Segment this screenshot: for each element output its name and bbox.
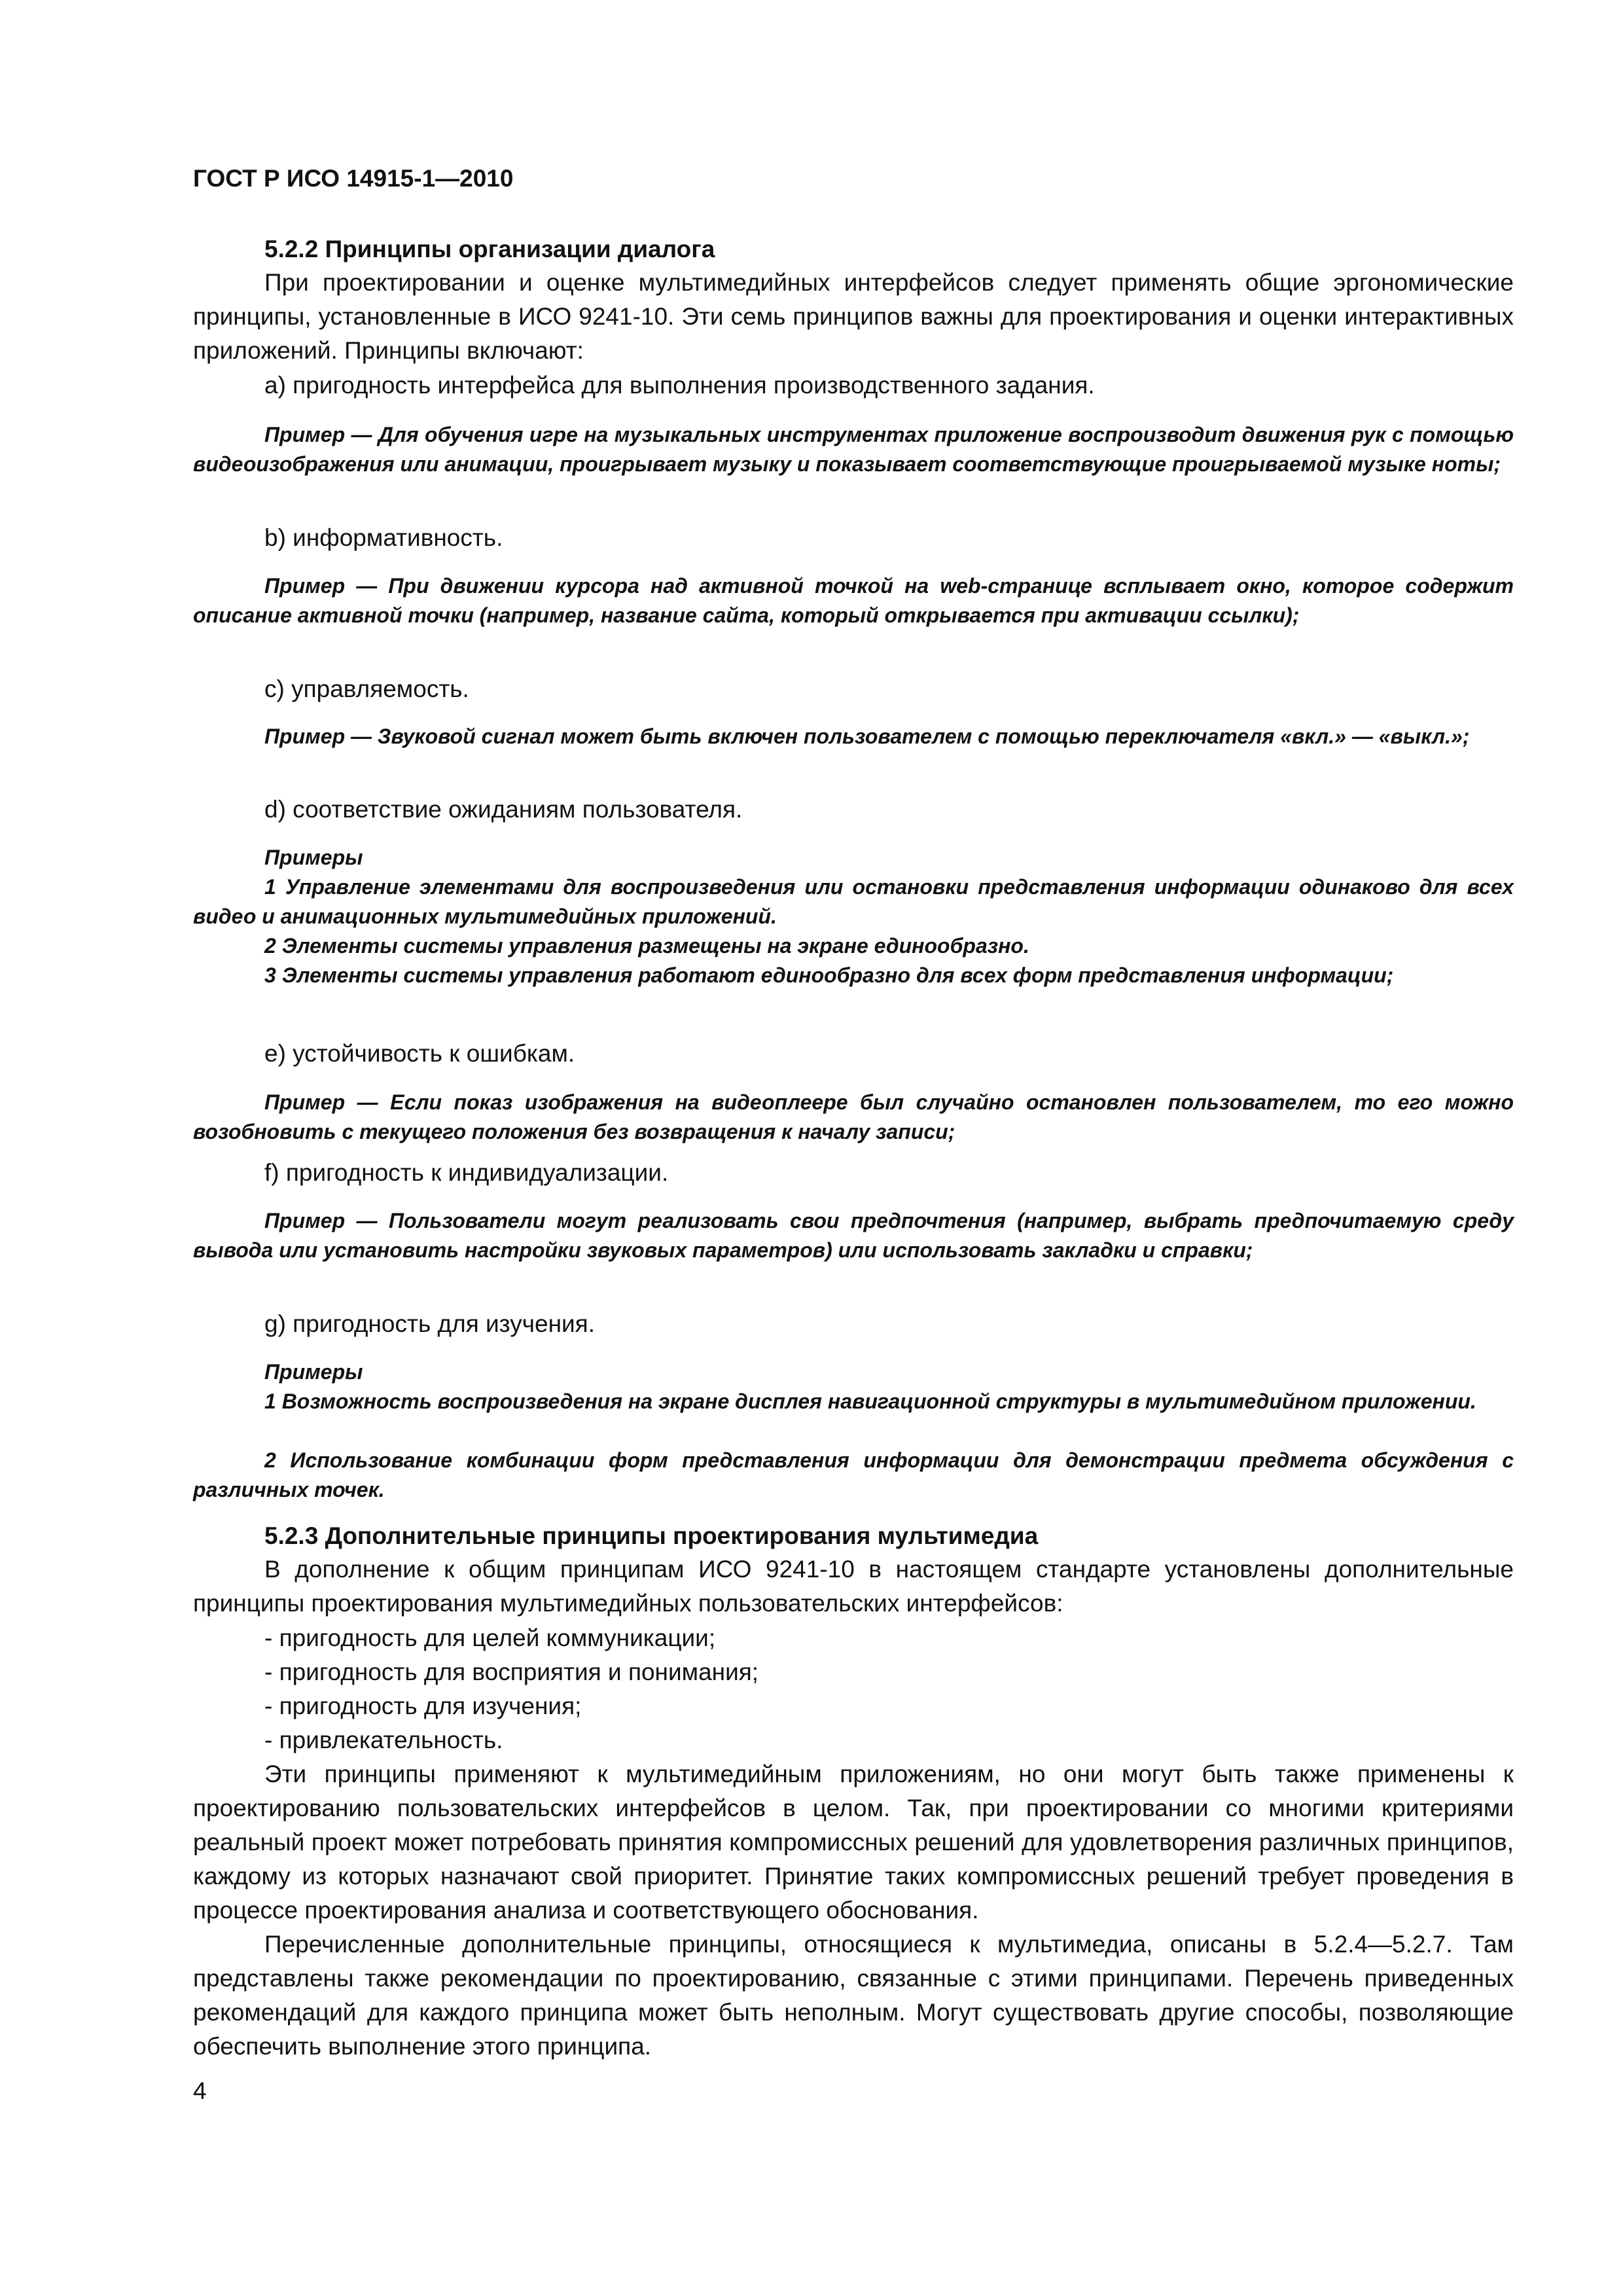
list-item: - пригодность для восприятия и понимания; [264, 1659, 759, 1685]
principle-item-d: d) соответствие ожиданиям пользователя. [264, 796, 743, 823]
list-item: - пригодность для изучения; [264, 1693, 582, 1719]
example-note-g-2: 2 Использование комбинации форм представления информации для демонстрации предмета обсуждения с различных точек. [193, 1448, 1514, 1501]
examples-title-g: Примеры [264, 1360, 363, 1384]
example-note-a: Пример — Для обучения игре на музыкальных инструментах приложение воспроизводит движения рук с помощью видеоизображения или анимации, проигрывает музыку и показывает соответствующие проигрываемой музыке ноты; [193, 423, 1514, 476]
example-note-d-3: 3 Элементы системы управления работают единообразно для всех форм представления информации; [264, 963, 1394, 987]
page-number: 4 [193, 2077, 207, 2104]
example-note-f: Пример — Пользователи могут реализовать свои предпочтения (например, выбрать предпочитаемую среду вывода или установить настройки звуковых параметров) или использовать закладки и справки; [193, 1209, 1514, 1262]
section-heading-5-2-2: 5.2.2 Принципы организации диалога [264, 236, 715, 262]
section-heading-5-2-3: 5.2.3 Дополнительные принципы проектирования мультимедиа [264, 1522, 1039, 1549]
example-note-g-1: 1 Возможность воспроизведения на экране дисплея навигационной структуры в мультимедийном приложении. [264, 1390, 1476, 1413]
section-intro-paragraph-5-2-3: В дополнение к общим принципам ИСО 9241-10 в настоящем стандарте установлены дополнительные принципы проектирования мультимедийных пользовательских интерфейсов: [193, 1556, 1514, 1617]
principle-item-c: c) управляемость. [264, 675, 469, 702]
example-note-d-2: 2 Элементы системы управления размещены на экране единообразно. [264, 934, 1029, 958]
example-note-b: Пример — При движении курсора над активной точкой на web-странице всплывает окно, которое содержит описание активной точки (например, название сайта, который открывается при активации ссылки); [193, 574, 1514, 627]
principle-item-a: a) пригодность интерфейса для выполнения производственного задания. [264, 372, 1095, 399]
examples-title-d: Примеры [264, 846, 363, 869]
body-paragraph-1: Эти принципы применяют к мультимедийным приложениям, но они могут быть также применены к проектированию пользовательских интерфейсов в целом. Так, при проектировании со многими критериями реальный проект может потребовать принятия компромиссных решений для удовлетворения различных принципов, каждому из которых назначают свой приоритет. Принятие таких компромиссных решений требует проведения в процессе проектирования анализа и соответствующего обоснования. [193, 1761, 1514, 1924]
principle-item-b: b) информативность. [264, 524, 503, 551]
example-note-c: Пример — Звуковой сигнал может быть включен пользователем с помощью переключателя «вкл.» — «выкл.»; [264, 725, 1470, 748]
principle-item-g: g) пригодность для изучения. [264, 1310, 595, 1337]
body-paragraph-2: Перечисленные дополнительные принципы, относящиеся к мультимедиа, описаны в 5.2.4—5.2.7. Там представлены также рекомендации по проектированию, связанные с этими принципами. Перечень приведенных рекомендаций для каждого принципа может быть неполным. Могут существовать другие способы, позволяющие обеспечить выполнение этого принципа. [193, 1931, 1514, 2060]
example-note-d-1: 1 Управление элементами для воспроизведения или остановки представления информации одинаково для всех видео и анимационных мультимедийных приложений. [193, 875, 1514, 928]
list-item: - пригодность для целей коммуникации; [264, 1624, 716, 1651]
principle-item-f: f) пригодность к индивидуализации. [264, 1159, 669, 1186]
section-intro-paragraph: При проектировании и оценке мультимедийных интерфейсов следует применять общие эргономические принципы, установленные в ИСО 9241-10. Эти семь принципов важны для проектирования и оценки интерактивных приложений. Принципы включают: [193, 269, 1514, 364]
principle-item-e: e) устойчивость к ошибкам. [264, 1040, 575, 1067]
document-header: ГОСТ Р ИСО 14915-1—2010 [193, 165, 514, 192]
example-note-e: Пример — Если показ изображения на видеоплеере был случайно остановлен пользователем, то его можно возобновить с текущего положения без возвращения к началу записи; [193, 1090, 1514, 1143]
list-item: - привлекательность. [264, 1727, 503, 1753]
